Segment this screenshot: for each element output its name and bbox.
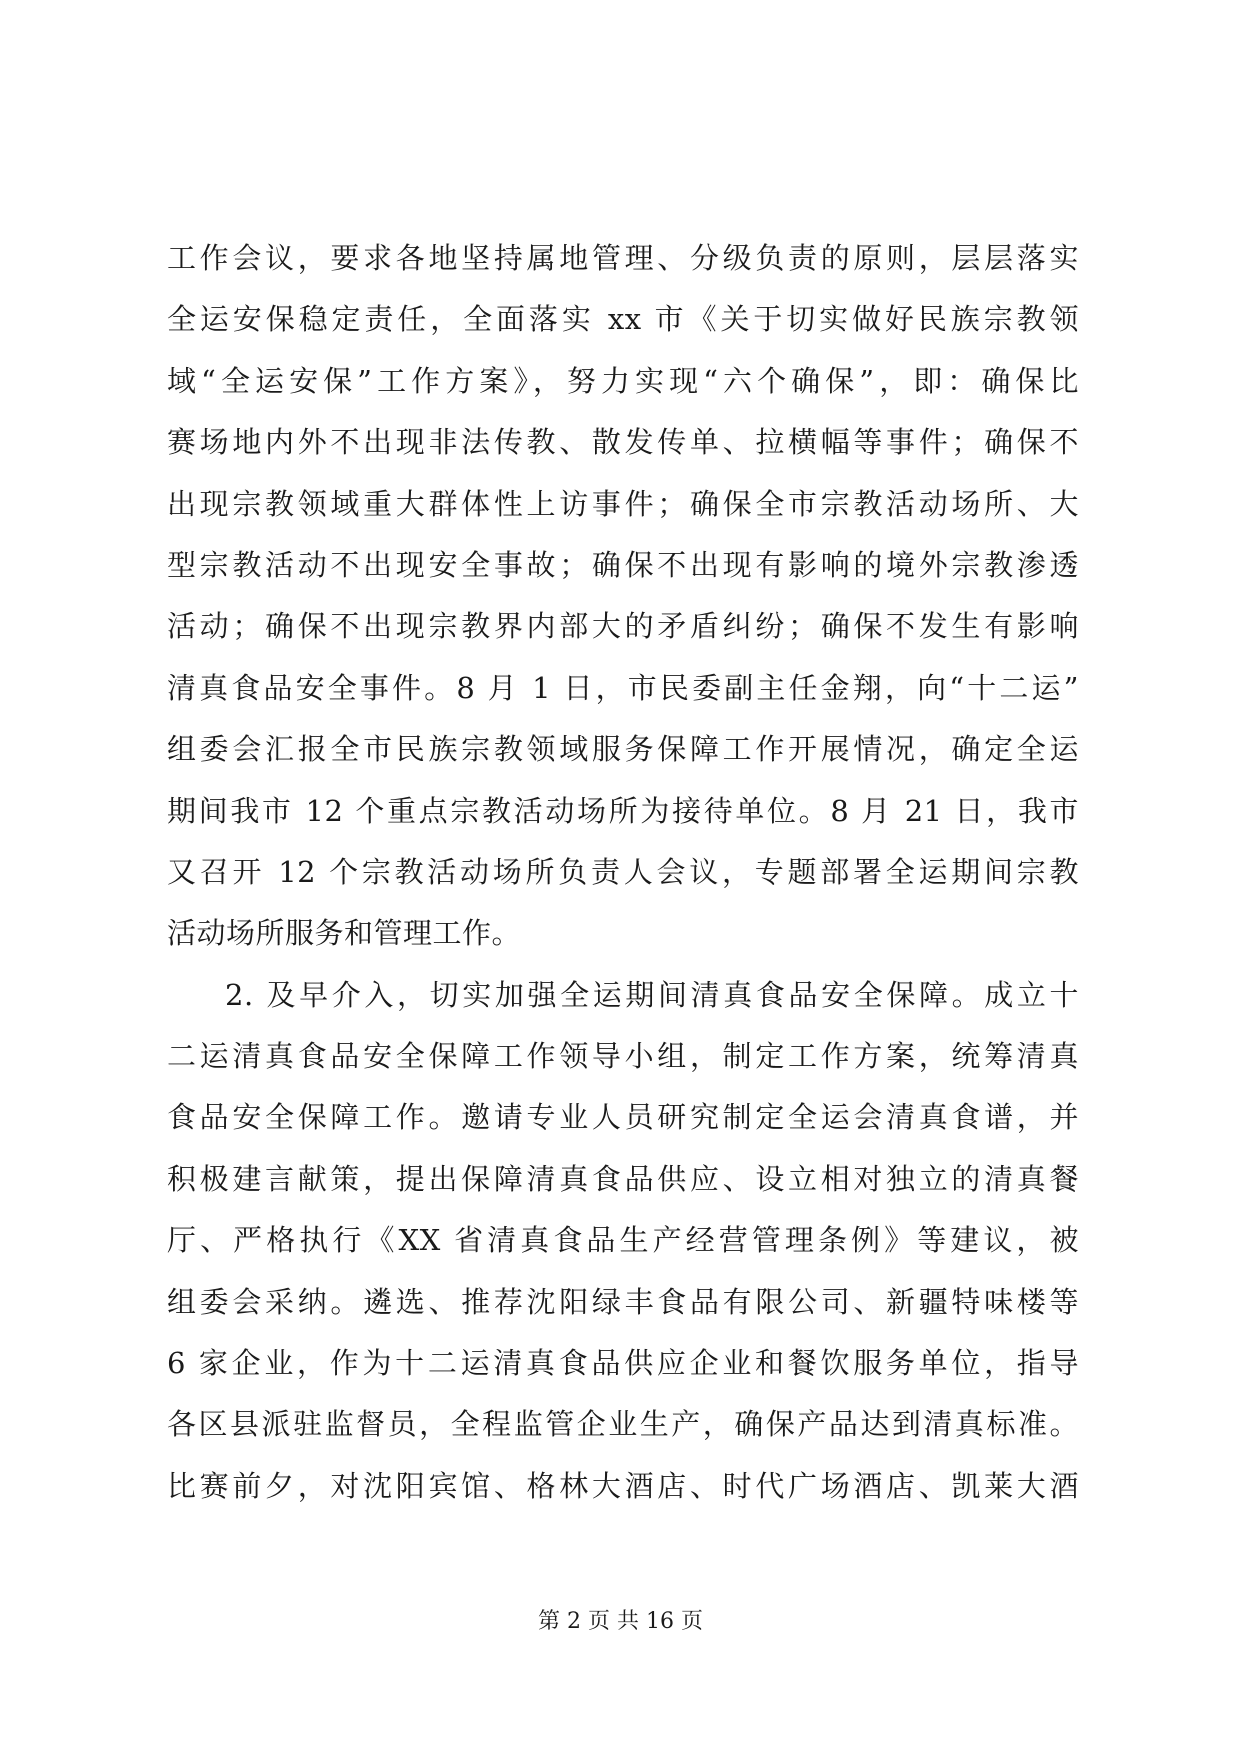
text-line: 组委会汇报全市民族宗教领域服务保障工作开展情况，确定全运 (167, 732, 1079, 767)
body-text (167, 228, 1079, 1517)
text-line: 工作会议，要求各地坚持属地管理、分级负责的原则，层层落实 (167, 241, 1079, 275)
text-line: 积极建言献策，提出保障清真食品供应、设立相对独立的清真餐 (167, 1161, 1079, 1196)
text-line: 全运安保稳定责任，全面落实 xx 市《关于切实做好民族宗教领 (167, 302, 1079, 337)
text-line: 二运清真食品安全保障工作领导小组，制定工作方案，统筹清真 (167, 1039, 1079, 1074)
text-line: 又召开 12 个宗教活动场所负责人会议，专题部署全运期间宗教 (167, 854, 1079, 889)
text-line: 6 家企业，作为十二运清真食品供应企业和餐饮服务单位，指导 (167, 1346, 1079, 1381)
text-line: 域“全运安保”工作方案》，努力实现“六个确保”，即：确保比 (167, 363, 1079, 398)
paragraph-start-line: 2. 及早介入，切实加强全运期间清真食品安全保障。成立十 (225, 977, 1079, 1012)
text-line: 各区县派驻监督员，全程监管企业生产，确保产品达到清真标准。 (167, 1407, 1079, 1442)
page-number-footer: 第 2 页 共 16 页 (538, 1609, 703, 1634)
text-line: 期间我市 12 个重点宗教活动场所为接待单位。8 月 21 日，我市 (167, 793, 1079, 828)
text-line: 出现宗教领域重大群体性上访事件；确保全市宗教活动场所、大 (167, 486, 1079, 521)
text-line: 活动；确保不出现宗教界内部大的矛盾纠纷；确保不发生有影响 (167, 609, 1079, 644)
text-line: 活动场所服务和管理工作。 (167, 916, 522, 951)
text-line: 型宗教活动不出现安全事故；确保不出现有影响的境外宗教渗透 (167, 547, 1079, 582)
text-line: 比赛前夕，对沈阳宾馆、格林大酒店、时代广场酒店、凯莱大酒 (167, 1468, 1079, 1503)
text-line: 组委会采纳。遴选、推荐沈阳绿丰食品有限公司、新疆特味楼等 (167, 1284, 1079, 1319)
text-line: 食品安全保障工作。邀请专业人员研究制定全运会清真食谱，并 (167, 1100, 1079, 1135)
text-line: 厅、严格执行《XX 省清真食品生产经营管理条例》等建议，被 (167, 1223, 1079, 1258)
text-line: 赛场地内外不出现非法传教、散发传单、拉横幅等事件；确保不 (167, 425, 1079, 460)
text-line: 清真食品安全事件。8 月 1 日，市民委副主任金翔，向“十二运” (167, 670, 1079, 705)
